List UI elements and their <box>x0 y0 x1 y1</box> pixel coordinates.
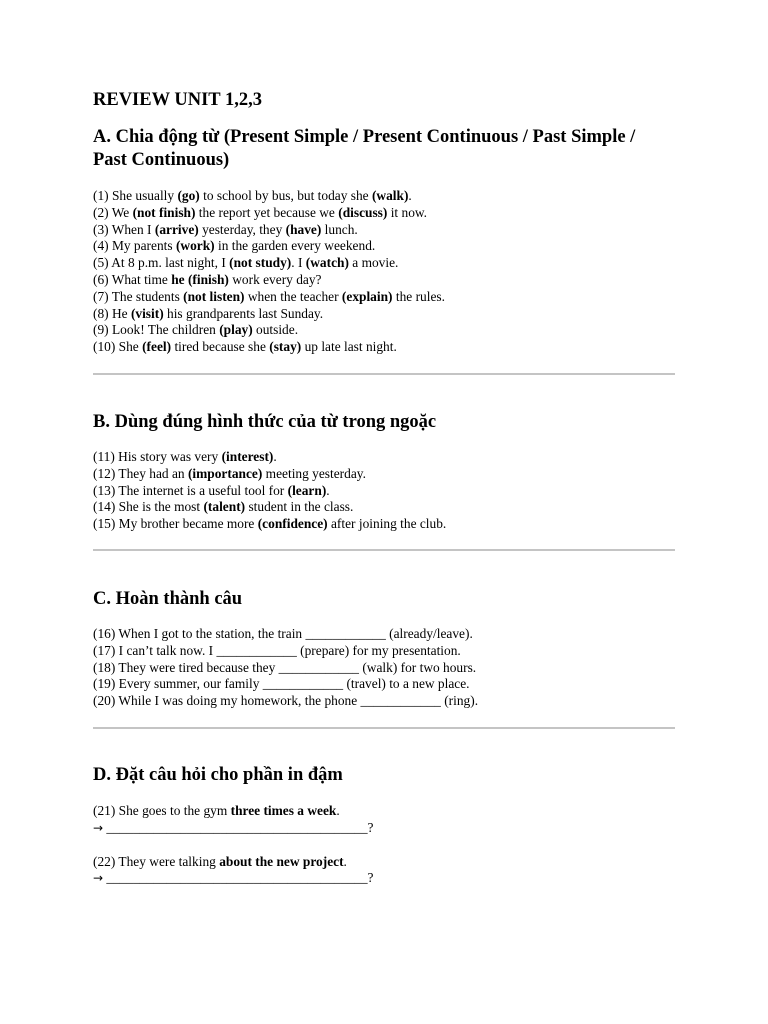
item-text: . <box>326 482 330 498</box>
item-text: (18) They were tired because they ____________ (walk) for two hours. <box>93 659 477 675</box>
exercise-item <box>93 626 693 643</box>
item-text: (8) He <box>93 305 131 321</box>
bold-cue: (work) <box>175 238 215 254</box>
item-text: (14) She is the most <box>93 499 204 515</box>
item-text: yesterday, they <box>198 221 286 237</box>
item-text: up late last night. <box>301 339 397 355</box>
exercise-item <box>93 499 693 516</box>
item-text: (22) They were talking <box>93 853 220 869</box>
item-text: (13) The internet is a useful tool for <box>93 482 288 498</box>
section-b-list <box>93 449 693 533</box>
exercise-item <box>93 272 693 289</box>
bold-cue: (not listen) <box>183 288 245 304</box>
bold-cue: (feel) <box>142 339 172 355</box>
bold-cue: (not finish) <box>132 204 196 220</box>
item-text: (5) At 8 p.m. last night, I <box>93 255 230 271</box>
bold-cue: (watch) <box>305 255 349 271</box>
exercise-item <box>93 854 693 871</box>
item-text: tired because she <box>171 339 270 355</box>
item-text: it now. <box>387 204 428 220</box>
answer-line <box>93 820 693 837</box>
exercise-item <box>93 322 693 339</box>
exercise-item <box>93 466 693 483</box>
item-text: (9) Look! The children <box>93 322 220 338</box>
item-text: in the garden every weekend. <box>214 238 376 254</box>
bold-cue: (have) <box>285 221 322 237</box>
exercise-item <box>93 306 693 323</box>
item-text: (19) Every summer, our family ____________ (travel) to a new place. <box>93 676 470 692</box>
section-b-heading: B. Dùng đúng hình thức của từ trong ngoặc <box>93 412 437 432</box>
item-text: → <box>93 871 104 886</box>
bold-cue: (visit) <box>130 305 164 321</box>
answer-line <box>93 870 693 887</box>
section-a-heading: A. Chia động từ (Present Simple / Present Continuous / Past Simple / Past Continuous) <box>93 127 636 170</box>
exercise-item <box>93 205 693 222</box>
item-text: his grandparents last Sunday. <box>163 305 324 321</box>
item-text: . <box>408 188 412 203</box>
item-text: (16) When I got to the station, the train ____________ (already/leave). <box>93 626 473 641</box>
exercise-item <box>93 643 693 660</box>
item-text: student in the class. <box>245 499 354 515</box>
bold-cue: (arrive) <box>154 221 199 237</box>
item-text: (7) The students <box>93 288 184 304</box>
exercise-item <box>93 188 693 205</box>
section-divider <box>93 549 675 551</box>
exercise-item <box>93 449 693 466</box>
item-text: a movie. <box>348 255 399 271</box>
bold-cue: (confidence) <box>257 516 328 532</box>
spacer <box>93 837 693 854</box>
item-text: the rules. <box>392 288 445 304</box>
item-text: meeting yesterday. <box>262 465 366 481</box>
item-text: outside. <box>252 322 299 338</box>
item-text: _______________________________________? <box>103 819 374 835</box>
item-text: (21) She goes to the gym <box>93 803 231 818</box>
bold-cue: (not study) <box>229 255 292 271</box>
item-text: → <box>93 820 104 835</box>
bold-cue: he (finish) <box>171 271 229 287</box>
item-text: . <box>273 449 277 464</box>
exercise-item <box>93 238 693 255</box>
item-text: (1) She usually <box>93 188 178 203</box>
section-c-list <box>93 626 693 710</box>
item-text: (2) We <box>93 204 133 220</box>
item-text: (15) My brother became more <box>93 516 258 532</box>
section-c-heading: C. Hoàn thành câu <box>93 589 243 609</box>
bold-cue: (play) <box>219 322 253 338</box>
document-title: REVIEW UNIT 1,2,3 <box>93 90 262 110</box>
exercise-item <box>93 222 693 239</box>
bold-cue: (talent) <box>203 499 246 515</box>
bold-cue: (interest) <box>221 449 274 464</box>
item-text: . I <box>291 255 306 271</box>
exercise-item <box>93 660 693 677</box>
item-text: (11) His story was very <box>93 449 222 464</box>
bold-cue: (importance) <box>187 465 263 481</box>
item-text: when the teacher <box>244 288 342 304</box>
item-text: (4) My parents <box>93 238 176 254</box>
bold-cue: about the new project <box>219 853 344 869</box>
bold-cue: (discuss) <box>338 204 388 220</box>
section-a-list <box>93 188 693 356</box>
exercise-item <box>93 803 693 820</box>
bold-cue: (walk) <box>371 188 409 203</box>
exercise-item <box>93 676 693 693</box>
section-d-list <box>93 803 693 887</box>
item-text: (6) What time <box>93 271 172 287</box>
exercise-item <box>93 483 693 500</box>
exercise-item <box>93 693 693 710</box>
item-text: _______________________________________? <box>103 870 374 886</box>
item-text: . <box>343 853 347 869</box>
exercise-item <box>93 339 693 356</box>
bold-cue: (learn) <box>287 482 327 498</box>
item-text: after joining the club. <box>327 516 447 532</box>
item-text: to school by bus, but today she <box>199 188 372 203</box>
bold-cue: (explain) <box>341 288 393 304</box>
item-text: (17) I can’t talk now. I ____________ (prepare) for my presentation. <box>93 642 461 658</box>
exercise-item <box>93 255 693 272</box>
exercise-item <box>93 289 693 306</box>
item-text: work every day? <box>228 271 322 287</box>
item-text: . <box>336 803 340 818</box>
item-text: (3) When I <box>93 221 155 237</box>
item-text: (20) While I was doing my homework, the phone ____________ (ring). <box>93 693 479 709</box>
item-text: (10) She <box>93 339 143 355</box>
section-d-heading: D. Đặt câu hỏi cho phần in đậm <box>93 765 343 785</box>
bold-cue: (go) <box>177 188 200 203</box>
bold-cue: (stay) <box>269 339 302 355</box>
item-text: lunch. <box>321 221 358 237</box>
exercise-item <box>93 516 693 533</box>
section-divider <box>93 727 675 729</box>
section-divider <box>93 373 675 375</box>
item-text: (12) They had an <box>93 465 188 481</box>
item-text: the report yet because we <box>195 204 339 220</box>
bold-cue: three times a week <box>230 803 337 818</box>
